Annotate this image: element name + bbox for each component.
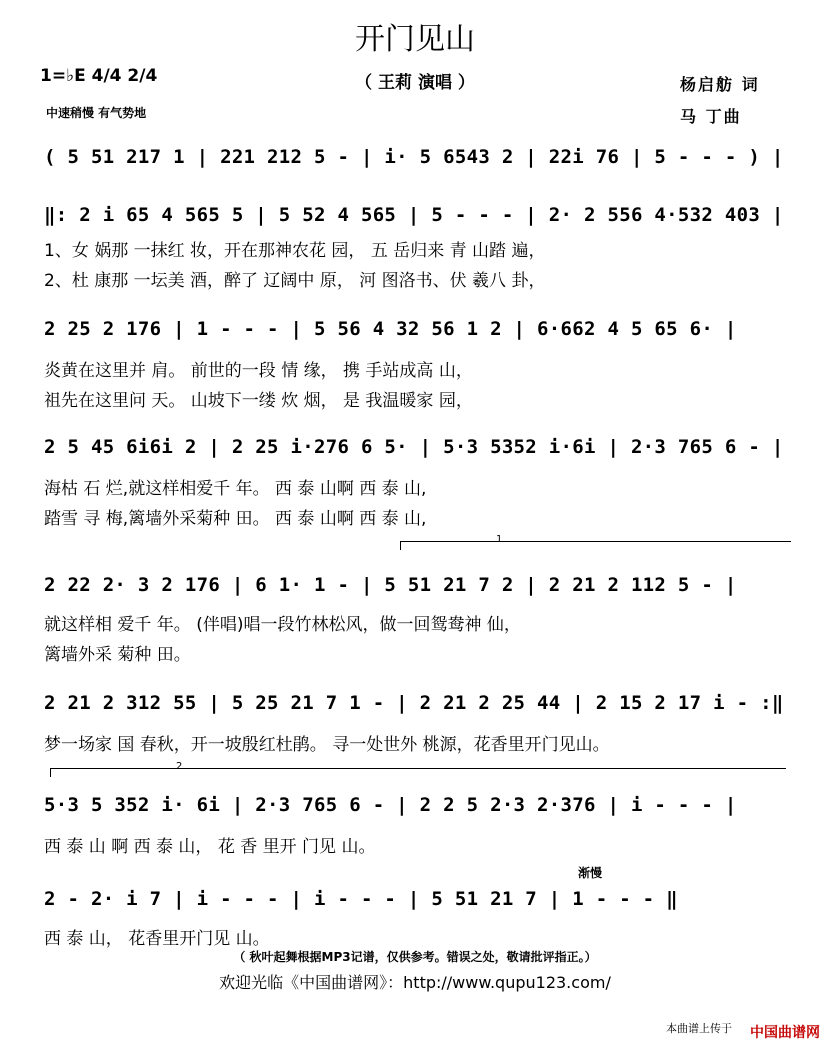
staff-line-5: 2 22 2· 3 2 176 | 6 1· 1 - | 5 51 21 7 2 | 2 21 2 112 5 - | [44, 574, 737, 596]
lyric-line-3-verse-1: 炎黄在这里并 肩。 前世的一段 情 缘， 携 手站成高 山， [44, 361, 473, 381]
staff-line-6: 2 21 2 312 55 | 5 25 21 7 1 - | 2 21 2 25 44 | 2 15 2 17 i - :‖ [44, 692, 784, 714]
tempo-change-marking: 渐慢 [578, 866, 603, 880]
lyric-line-2-verse-1: 1、女 娲那 一抹红 妆，开在那神农花 园， 五 岳归来 青 山踏 遍， [44, 241, 546, 261]
key-signature: 1=♭E 4/4 2/4 [40, 66, 158, 86]
staff-line-1: ( 5 51 217 1 | 221 212 5 - | i· 5 6543 2 | 22i 76 | 5 - - - ) | [44, 146, 784, 168]
volta-number-2: 2 [176, 761, 183, 772]
site-logo [750, 1022, 820, 1042]
transcription-note: （ 秋叶起舞根据MP3记谱，仅供参考。错误之处，敬请批评指正。） [233, 950, 597, 964]
lyric-line-6-verse-1: 梦一场家 国 春秋，开一坡殷红杜鹃。 寻一处世外 桃源，花香里开门见山。 [44, 735, 610, 755]
staff-line-2: ‖: 2 i 65 4 565 5 | 5 52 4 565 | 5 - - - | 2· 2 556 4·532 403 | [44, 204, 784, 226]
lyric-line-5-verse-2: 篱墙外采 菊种 田。 [44, 645, 191, 665]
staff-line-8: 2 - 2· i 7 | i - - - | i - - - | 5 51 21 7 | 1 - - - ‖ [44, 888, 678, 910]
singer-credit: （ 王莉 演唱 ） [355, 73, 475, 93]
lyric-line-4-verse-1: 海枯 石 烂,就这样相爱千 年。 西 泰 山啊 西 泰 山, [44, 479, 427, 499]
lyric-line-2-verse-2: 2、杜 康那 一坛美 酒，醉了 辽阔中 原， 河 图洛书、伏 羲八 卦， [44, 271, 546, 291]
composer-credit: 马 丁曲 [680, 107, 742, 126]
staff-line-4: 2 5 45 6i6i 2 | 2 25 i·276 6 5· | 5·3 5352 i·6i | 2·3 765 6 - | [44, 436, 784, 458]
staff-line-7: 5·3 5 352 i· 6i | 2·3 765 6 - | 2 2 5 2·3 2·376 | i - - - | [44, 794, 737, 816]
volta-bracket-2 [50, 768, 786, 777]
lyric-line-3-verse-2: 祖先在这里问 天。 山坡下一缕 炊 烟， 是 我温暖家 园， [44, 391, 473, 411]
staff-line-3: 2 25 2 176 | 1 - - - | 5 56 4 32 56 1 2 | 6·662 4 5 65 6· | [44, 318, 737, 340]
song-title: 开门见山 [355, 22, 475, 57]
volta-bracket-1 [400, 541, 791, 550]
site-url[interactable]: 欢迎光临《中国曲谱网》：http://www.qupu123.com/ [219, 973, 611, 992]
logo-text: 中国曲谱网 [750, 1025, 820, 1041]
tempo-marking: 中速稍慢 有气势地 [46, 106, 147, 120]
lyric-line-8-verse-1: 西 泰 山， 花香里开门见 山。 [44, 929, 270, 949]
lyric-line-5-verse-1: 就这样相 爱千 年。 (伴唱)唱一段竹林松风，做一回鸳鸯神 仙， [44, 615, 521, 635]
volta-number-1: 1 [496, 534, 503, 545]
lyricist-credit: 杨启舫 词 [680, 75, 760, 94]
lyric-line-7-verse-1: 西 泰 山 啊 西 泰 山， 花 香 里开 门见 山。 [44, 837, 376, 857]
lyric-line-4-verse-2: 踏雪 寻 梅,篱墙外采菊种 田。 西 泰 山啊 西 泰 山, [44, 509, 427, 529]
upload-label: 本曲谱上传于 [666, 1022, 732, 1035]
